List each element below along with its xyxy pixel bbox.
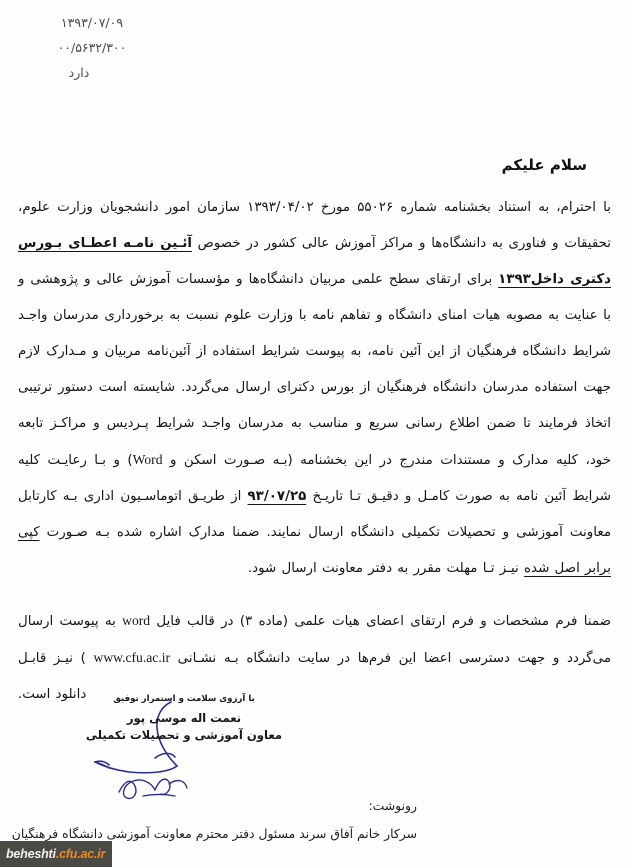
regulation-title-emphasis: آئـین نامـه اعطـای بـورس دکتری داخل۱۳۹۳ bbox=[18, 236, 611, 287]
copy-to-label: رونوشت: bbox=[368, 798, 417, 813]
deadline-date: ۹۳/۰۷/۲۵ bbox=[247, 489, 307, 504]
paragraph-main-part-a: با احترام، به استناد بخشنامه شماره ۵۵۰۲۶ مورخ ۱۳۹۳/۰۴/۰۲ سازمان امور دانشجویان وزارت علوم، تحقیقات و فناوری به دانشگاه‌ها و مراکز آموزش عالی کشور در خصوص bbox=[18, 200, 611, 251]
certified-copy-phrase: کپی برابر اصل شده bbox=[18, 525, 611, 576]
word-file-mention: word bbox=[122, 613, 151, 628]
paragraph-main-part-c: ) و بـا رعایـت کلیه شرایط آئین نامه به صورت کامـل و دقیـق تـا تاریـخ bbox=[18, 453, 612, 504]
paragraph-forms-part-b: به پیوست ارسال می‌گردد و جهت دسترسی اعضا این فرم‌ها در سایت دانشگاه بـه نشـانی bbox=[18, 614, 611, 666]
paragraph-forms-part-c: ) نیـز قابـل دانلود است. bbox=[18, 651, 94, 702]
document-attachment-label: دارد bbox=[68, 65, 90, 80]
signatory-title: معاون آموزشی و تحصیلات تکمیلی bbox=[85, 728, 283, 742]
site-watermark-badge bbox=[0, 841, 112, 867]
document-date: ۱۳۹۳/۰۷/۰۹ bbox=[60, 15, 124, 30]
copy-to-recipient: سرکار خانم آفاق سرند مسئول دفتر محترم معاونت آموزشی دانشگاه فرهنگیان bbox=[11, 826, 417, 841]
university-website-url: www.cfu.ac.ir bbox=[93, 650, 171, 665]
document-reference-number: ۰۰/۵۶۳۲/۳۰۰ bbox=[57, 40, 127, 55]
paragraph-main-part-e: نیـز تـا مهلت مقرر به دفتر معاونت ارسال شود. bbox=[247, 561, 525, 576]
paragraph-main-part-b: برای ارتقای سطح علمی مربیان دانشگاه‌ها و مؤسسات آموزش عالی و پژوهشی و با عنایت به مصوبه هیات امنای دانشگاه و تفاهم نامه با وزارت علوم نسبت به برخورداری مدرسان واجـد شرایط دانشگاه فرهنگیان از این آئین نامه، به پیوست شرایط استفاده از آئین‌نامه مربیان و مـدارک لازم جهت استفاده مدرسان دانشگاه فرهنگیان از بورس دکترای ارسال می‌گردد. شایسته است دستور ترتیبی اتخاذ فرمایند تا ضمن اطلاع رسانی سریع و مناسب به مدرسان واجـد شرایط پـردیس و مراکـز تابعه خود، کلیه مدارک و مستندات مندرج در این بخشنامه (بـه صـورت اسکن و bbox=[18, 272, 611, 468]
watermark-name: beheshti bbox=[6, 847, 56, 861]
signature-block bbox=[69, 694, 299, 744]
paragraph-main bbox=[18, 190, 611, 587]
document-header-meta bbox=[7, 10, 177, 85]
watermark-domain: .cfu.ac.ir bbox=[55, 847, 106, 861]
document-body bbox=[18, 190, 611, 729]
signatory-name: نعمت اله موسی پور bbox=[126, 711, 242, 725]
paragraph-main-part-d: از طریـق اتوماسـیون اداری بـه کارتابل معاونت آموزشی و تحصیلات تکمیلی دانشگاه ارسال نمایند. ضمنا مدارک اشاره شده بـه صـورت bbox=[18, 489, 611, 540]
salutation: سلام علیکم bbox=[501, 156, 587, 174]
word-format-mention: Word bbox=[132, 452, 163, 467]
paragraph-forms-part-a: ضمنا فرم مشخصات و فرم ارتقای اعضای هیات علمی (ماده ۳) در قالب فایل bbox=[150, 614, 611, 629]
signature-greeting: با آرزوی سلامت و استمرار توفیق bbox=[113, 694, 255, 704]
